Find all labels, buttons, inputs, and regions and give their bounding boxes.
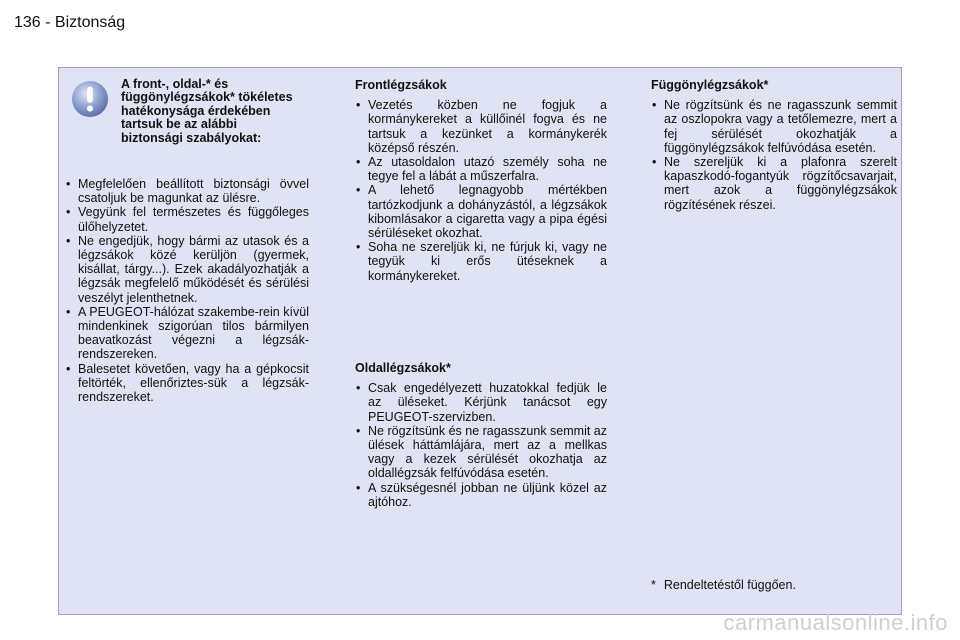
list-item: • Balesetet követően, vagy ha a gépkocsit feltörték, ellenőriztes-sük a légzsák-rendszereket. (65, 362, 309, 405)
page-title: 136 - Biztonság (14, 14, 126, 31)
list-item: • A PEUGEOT-hálózat szakembe-rein kívül mindenkinek szigorúan tilos bármilyen beavatkozást végezni a légzsák-rendszereken. (65, 305, 309, 362)
list-item: • Ne rögzítsünk és ne ragasszunk semmit az ülések háttámlájára, mert az a mellkas vagy a kezek sérülését okozhatja az oldallégzsák felfúvódása esetén. (355, 424, 607, 481)
list-item: • Ne rögzítsünk és ne ragasszunk semmit az oszlopokra vagy a tetőlemezre, mert a fej sérülését okozhatják a függönylégzsákok felfúvódása esetén. (651, 98, 897, 155)
list-item: • Vezetés közben ne fogjuk a kormánykereket a küllőinél fogva és ne tartsuk a kezünket a kormánykerék középső részén. (355, 98, 607, 155)
list-item: • Soha ne szereljük ki, ne fúrjuk ki, vagy ne tegyük ki erős ütéseknek a kormánykereket. (355, 240, 607, 283)
list-item: • Megfelelően beállított biztonsági övvel csatoljuk be magunkat az ülésre. (65, 177, 309, 205)
front-airbags-section (355, 78, 607, 283)
curtain-airbags-list (651, 98, 897, 212)
watermark: carmanualsonline.info (723, 610, 948, 635)
list-item: • Csak engedélyezett huzatokkal fedjük le az üléseket. Kérjünk tanácsot egy PEUGEOT-szervizben. (355, 381, 607, 424)
list-item: • A lehető legnagyobb mértékben tartózkodjunk a dohányzástól, a légzsákok kibomlásakor a cigaretta vagy a pipa égési sérüléseket okozhat. (355, 183, 607, 240)
list-item: • Ne szereljük ki a plafonra szerelt kapaszkodó-fogantyúk rögzítőcsavarjait, mert azok a függönylégzsákok rögzítésének részei. (651, 155, 897, 212)
warning-box (65, 68, 309, 163)
list-item: • Az utasoldalon utazó személy soha ne tegye fel a lábát a műszerfalra. (355, 155, 607, 183)
list-item: • A szükségesnél jobban ne üljünk közel az ajtóhoz. (355, 481, 607, 509)
section-heading: Oldallégzsákok* (355, 361, 451, 375)
side-airbags-section (355, 361, 607, 509)
side-airbags-list (355, 381, 607, 509)
footnote-marker: * (651, 578, 656, 592)
general-rules-list (65, 177, 309, 404)
warning-title: A front-, oldal-* és függönylégzsákok* tökéletes hatékonysága érdekében tartsuk be az alábbi biztonsági szabályokat: (121, 77, 293, 145)
exclamation-icon (71, 80, 109, 118)
footnote (651, 578, 796, 592)
list-item: • Ne engedjük, hogy bármi az utasok és a légzsákok közé kerüljön (gyermek, kisállat, tárgy...). Ezek akadályozhatják a légzsák megfelelő működését és sérülési veszélyt jelenthetnek. (65, 234, 309, 305)
section-heading: Függönylégzsákok* (651, 78, 769, 92)
front-airbags-list (355, 98, 607, 283)
list-item: • Vegyünk fel természetes és függőleges ülőhelyzetet. (65, 205, 309, 233)
footnote-text: Rendeltetéstől függően. (663, 578, 796, 592)
safety-panel (58, 67, 902, 615)
curtain-airbags-section (651, 78, 897, 212)
general-rules-column (65, 68, 309, 404)
section-heading: Frontlégzsákok (355, 78, 447, 92)
